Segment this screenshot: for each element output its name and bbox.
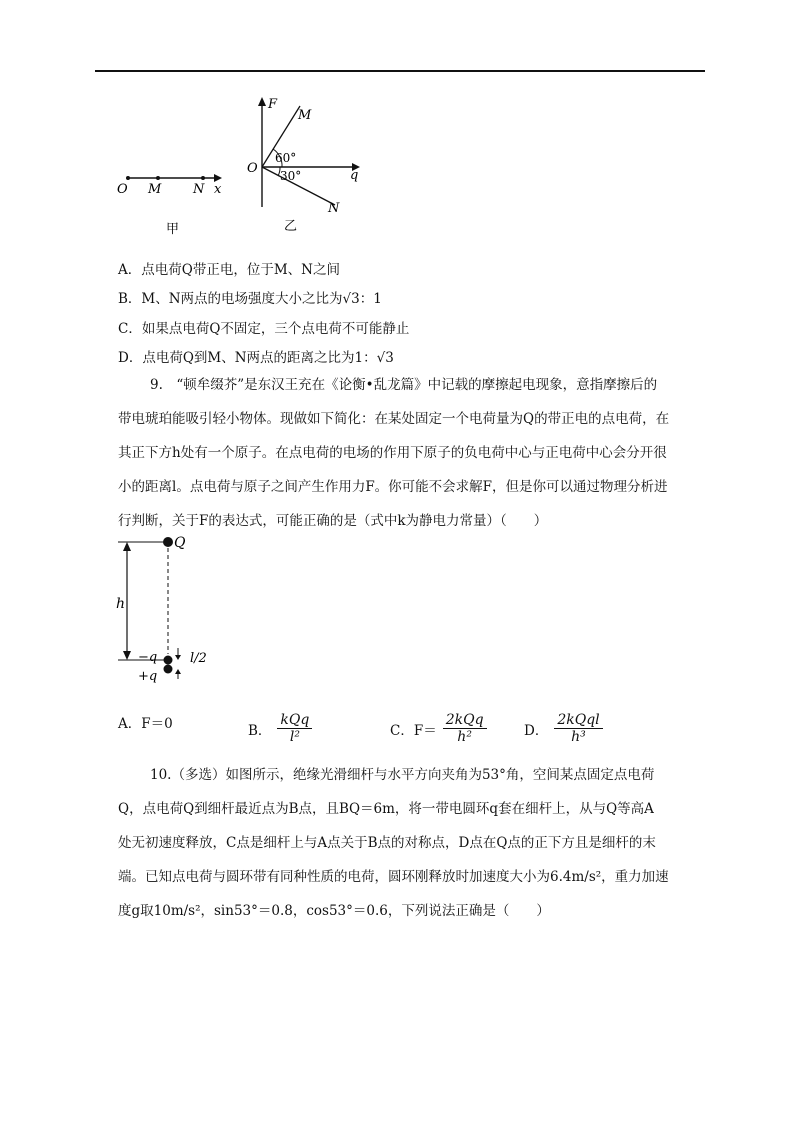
label-m: M <box>148 182 162 197</box>
label-big-q: Q <box>174 535 186 551</box>
label-n: N <box>193 182 205 197</box>
h-arrow-up <box>123 542 131 551</box>
label-origin: O <box>247 161 258 176</box>
point-n <box>201 176 205 180</box>
q9-line: 9. “顿牟缀芥”是东汉王充在《论衡•乱龙篇》中记载的摩擦起电现象，意指摩擦后的 <box>150 377 658 393</box>
f-axis-arrow <box>258 97 266 106</box>
negative-center-dot <box>164 656 173 665</box>
label-f: F <box>268 97 278 112</box>
charge-q-dot <box>163 537 173 547</box>
q9-line: 其正下方h处有一个原子。在点电荷的电场的作用下原子的负电荷中心与正电荷中心会分开很 <box>118 445 667 461</box>
q9-stem <box>118 368 708 538</box>
label-30-deg: 30° <box>280 169 302 183</box>
q9-option-c-prefix: C．F＝ <box>390 722 437 739</box>
figure-jia <box>110 165 240 240</box>
l-arrow-up <box>175 669 181 674</box>
fraction-denominator: h² <box>457 729 472 745</box>
q10-line: 10.（多选）如图所示，绝缘光滑细杆与水平方向夹角为53°角，空间某点固定点电荷 <box>150 767 655 783</box>
q8-option-a: A．点电荷Q带正电，位于M、N之间 <box>118 262 340 278</box>
q9-line: 带电琥珀能吸引轻小物体。现做如下简化：在某处固定一个电荷量为Q的带正电的点电荷，在 <box>118 411 670 427</box>
q9-option-a <box>118 712 173 732</box>
label-q-axis: q <box>350 168 359 183</box>
point-m <box>156 176 160 180</box>
q9-option-c-fraction <box>443 712 487 745</box>
l-arrow-down <box>175 655 181 660</box>
q9-option-c <box>390 712 487 745</box>
label-minus-q: −q <box>138 650 158 665</box>
q10-line: 端。已知点电荷与圆环带有同种性质的电荷，圆环刚释放时加速度大小为6.4m/s²，重力加速 <box>118 869 669 885</box>
label-plus-q: +q <box>138 669 158 684</box>
caption-jia: 甲 <box>166 222 180 237</box>
point-o-jia <box>126 176 130 180</box>
fraction-denominator: h³ <box>571 729 586 745</box>
q8-option-d: D．点电荷Q到M、N两点的距离之比为1：√3 <box>118 350 394 366</box>
q8-option-c: C．如果点电荷Q不固定，三个点电荷不可能静止 <box>118 321 410 337</box>
q9-option-d <box>524 712 603 745</box>
q9-line: 行判断，关于F的表达式，可能正确的是（式中k为静电力常量）（ ） <box>118 513 548 529</box>
h-arrow-down <box>123 651 131 660</box>
q9-option-b-prefix: B． <box>248 722 272 739</box>
caption-yi: 乙 <box>284 219 298 234</box>
label-o: O <box>117 182 128 197</box>
label-h: h <box>116 596 126 612</box>
figure-yi <box>240 92 370 237</box>
label-n-line: N <box>328 201 340 216</box>
fraction-denominator: l² <box>289 729 300 745</box>
q10-line: Q，点电荷Q到细杆最近点为B点，且BQ＝6m，将一带电圆环q套在细杆上，从与Q等高A <box>118 801 654 817</box>
label-x: x <box>214 182 222 197</box>
q9-option-b <box>248 712 312 745</box>
q10-line: 处无初速度释放，C点是细杆上与A点关于B点的对称点，D点在Q点的正下方且是细杆的末 <box>118 835 656 851</box>
q9-option-b-fraction <box>277 712 312 745</box>
figure-q9 <box>110 530 230 690</box>
q8-option-b: B．M、N两点的电场强度大小之比为√3：1 <box>118 291 382 307</box>
q9-line: 小的距离l。点电荷与原子之间产生作用力F。你可能不会求解F，但是你可以通过物理分析进 <box>118 479 668 495</box>
q9-option-d-fraction <box>554 712 602 745</box>
q9-option-a-text: A．F＝0 <box>118 716 173 732</box>
label-l-half: l/2 <box>190 651 207 666</box>
label-m-line: M <box>298 108 312 123</box>
positive-center-dot <box>164 665 173 674</box>
q9-option-d-prefix: D． <box>524 722 549 739</box>
q10-stem <box>118 758 708 928</box>
q10-line: 度g取10m/s²，sin53°＝0.8，cos53°＝0.6，下列说法正确是（ ） <box>118 903 550 919</box>
header-rule <box>95 70 705 72</box>
x-axis-arrow <box>214 174 222 182</box>
label-60-deg: 60° <box>275 151 297 165</box>
fraction-numerator: 2kQq <box>443 712 487 729</box>
fraction-numerator: 2kQql <box>554 712 602 729</box>
fraction-numerator: kQq <box>277 712 312 729</box>
